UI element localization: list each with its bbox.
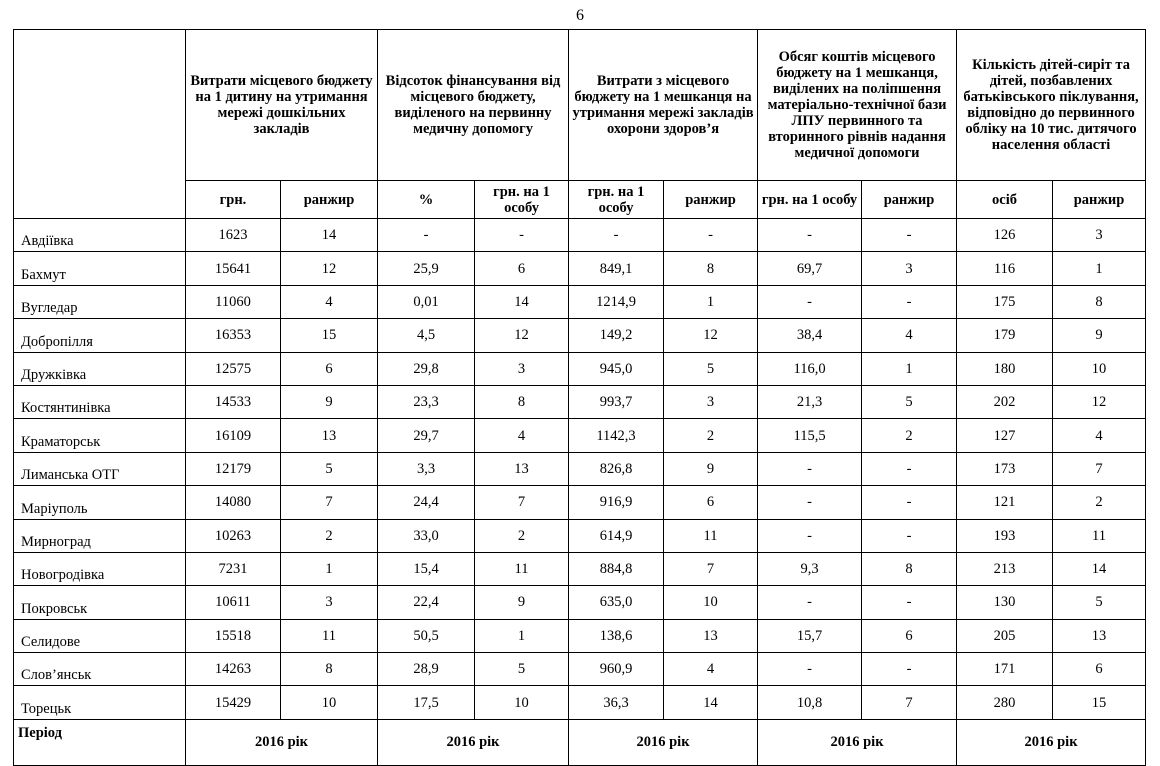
table-cell: 15 bbox=[281, 319, 378, 352]
column-header: Кількість дітей-сиріт та дітей, позбавлених батьківського піклування, відповідно до первинного обліку на 10 тис. дитячого населення області bbox=[957, 30, 1146, 181]
period-value: 2016 рік bbox=[758, 719, 957, 765]
table-cell: 14 bbox=[475, 285, 569, 318]
table-cell: 1623 bbox=[186, 219, 281, 252]
table-cell: 10611 bbox=[186, 586, 281, 619]
table-cell: 4 bbox=[1053, 419, 1146, 452]
table-cell: 9 bbox=[281, 385, 378, 418]
city-name: Костянтинівка bbox=[14, 385, 186, 418]
table-row bbox=[14, 586, 1146, 619]
table-cell: 4 bbox=[475, 419, 569, 452]
city-name: Мирноград bbox=[14, 519, 186, 552]
table-cell: - bbox=[758, 586, 862, 619]
table-cell: 3 bbox=[281, 586, 378, 619]
table-cell: 9,3 bbox=[758, 552, 862, 585]
table-cell: 138,6 bbox=[569, 619, 664, 652]
table-cell: 23,3 bbox=[378, 385, 475, 418]
table-row bbox=[14, 452, 1146, 485]
table-cell: 9 bbox=[475, 586, 569, 619]
table-cell: 36,3 bbox=[569, 686, 664, 719]
table-cell: 10,8 bbox=[758, 686, 862, 719]
table-cell: 10 bbox=[1053, 352, 1146, 385]
column-subheader: ранжир bbox=[1053, 181, 1146, 219]
period-row bbox=[14, 719, 1146, 765]
column-subheader: осіб bbox=[957, 181, 1053, 219]
column-header: Витрати з місцевого бюджету на 1 мешканця на утримання мережі закладів охорони здоров’я bbox=[569, 30, 758, 181]
table-cell: 116,0 bbox=[758, 352, 862, 385]
table-cell: 24,4 bbox=[378, 486, 475, 519]
table-cell: - bbox=[758, 219, 862, 252]
city-name: Торецьк bbox=[14, 686, 186, 719]
city-name: Дружківка bbox=[14, 352, 186, 385]
table-cell: 180 bbox=[957, 352, 1053, 385]
table-row bbox=[14, 486, 1146, 519]
column-subheader: грн. на 1 особу bbox=[758, 181, 862, 219]
table-cell: - bbox=[862, 452, 957, 485]
table-cell: 14080 bbox=[186, 486, 281, 519]
table-cell: 15429 bbox=[186, 686, 281, 719]
table-cell: 69,7 bbox=[758, 252, 862, 285]
table-cell: 2 bbox=[1053, 486, 1146, 519]
table-cell: 7 bbox=[664, 552, 758, 585]
table-cell: 849,1 bbox=[569, 252, 664, 285]
table-cell: 14 bbox=[664, 686, 758, 719]
table-cell: - bbox=[378, 219, 475, 252]
table-cell: 14 bbox=[1053, 552, 1146, 585]
table-row bbox=[14, 653, 1146, 686]
table-cell: 9 bbox=[664, 452, 758, 485]
column-subheader: грн. на 1 особу bbox=[475, 181, 569, 219]
column-subheader: ранжир bbox=[664, 181, 758, 219]
table-cell: 945,0 bbox=[569, 352, 664, 385]
table-cell: - bbox=[862, 586, 957, 619]
table-cell: 5 bbox=[281, 452, 378, 485]
city-name: Краматорськ bbox=[14, 419, 186, 452]
table-cell: - bbox=[569, 219, 664, 252]
table-cell: 11 bbox=[475, 552, 569, 585]
table-cell: 4 bbox=[862, 319, 957, 352]
table-cell: 2 bbox=[281, 519, 378, 552]
period-label: Період bbox=[14, 719, 186, 765]
table-row bbox=[14, 385, 1146, 418]
city-name: Новогродівка bbox=[14, 552, 186, 585]
table-cell: 13 bbox=[1053, 619, 1146, 652]
city-name: Бахмут bbox=[14, 252, 186, 285]
table-cell: 4 bbox=[281, 285, 378, 318]
table-cell: - bbox=[664, 219, 758, 252]
table-cell: 10263 bbox=[186, 519, 281, 552]
table-cell: 10 bbox=[664, 586, 758, 619]
table-cell: 193 bbox=[957, 519, 1053, 552]
table-cell: 960,9 bbox=[569, 653, 664, 686]
table-cell: 5 bbox=[664, 352, 758, 385]
table-cell: 10 bbox=[475, 686, 569, 719]
table-cell: 2 bbox=[475, 519, 569, 552]
table-cell: 4 bbox=[664, 653, 758, 686]
column-subheader: % bbox=[378, 181, 475, 219]
table-cell: 50,5 bbox=[378, 619, 475, 652]
header-row bbox=[14, 30, 1146, 181]
table-cell: - bbox=[862, 486, 957, 519]
table-row bbox=[14, 519, 1146, 552]
table-cell: - bbox=[758, 519, 862, 552]
table-cell: 33,0 bbox=[378, 519, 475, 552]
table-cell: - bbox=[862, 519, 957, 552]
table-cell: 6 bbox=[862, 619, 957, 652]
table-cell: 4,5 bbox=[378, 319, 475, 352]
column-header: Обсяг коштів місцевого бюджету на 1 мешканця, виділених на поліпшення матеріально-технічної бази ЛПУ первинного та вторинного рівнів надання медичної допомоги bbox=[758, 30, 957, 181]
table-cell: 12179 bbox=[186, 452, 281, 485]
table-cell: 1 bbox=[281, 552, 378, 585]
table-cell: 13 bbox=[281, 419, 378, 452]
table-row bbox=[14, 319, 1146, 352]
table-row bbox=[14, 419, 1146, 452]
city-name: Авдіївка bbox=[14, 219, 186, 252]
table-cell: 6 bbox=[475, 252, 569, 285]
header-corner bbox=[14, 30, 186, 219]
table-cell: 8 bbox=[664, 252, 758, 285]
city-name: Слов’янськ bbox=[14, 653, 186, 686]
table-cell: 13 bbox=[475, 452, 569, 485]
table-cell: 6 bbox=[1053, 653, 1146, 686]
table-cell: 11 bbox=[281, 619, 378, 652]
table-cell: 205 bbox=[957, 619, 1053, 652]
table-cell: - bbox=[862, 219, 957, 252]
table-cell: 12 bbox=[281, 252, 378, 285]
table-cell: 15,4 bbox=[378, 552, 475, 585]
budget-table bbox=[13, 29, 1146, 766]
table-cell: 15 bbox=[1053, 686, 1146, 719]
table-cell: 3 bbox=[664, 385, 758, 418]
table-cell: 5 bbox=[475, 653, 569, 686]
column-subheader: грн. на 1 особу bbox=[569, 181, 664, 219]
table-cell: 12 bbox=[664, 319, 758, 352]
city-name: Вугледар bbox=[14, 285, 186, 318]
table-cell: - bbox=[475, 219, 569, 252]
table-cell: 115,5 bbox=[758, 419, 862, 452]
table-cell: 38,4 bbox=[758, 319, 862, 352]
table-cell: - bbox=[758, 653, 862, 686]
table-cell: 7 bbox=[475, 486, 569, 519]
table-cell: 126 bbox=[957, 219, 1053, 252]
table-cell: 15,7 bbox=[758, 619, 862, 652]
table-cell: 13 bbox=[664, 619, 758, 652]
table-cell: 12 bbox=[475, 319, 569, 352]
city-name: Покровськ bbox=[14, 586, 186, 619]
table-cell: 11 bbox=[1053, 519, 1146, 552]
column-header: Витрати місцевого бюджету на 1 дитину на утримання мережі дошкільних закладів bbox=[186, 30, 378, 181]
table-cell: - bbox=[862, 285, 957, 318]
table-cell: 1 bbox=[475, 619, 569, 652]
table-cell: 8 bbox=[1053, 285, 1146, 318]
table-cell: 28,9 bbox=[378, 653, 475, 686]
table-cell: 7231 bbox=[186, 552, 281, 585]
period-value: 2016 рік bbox=[957, 719, 1146, 765]
table-cell: 3 bbox=[475, 352, 569, 385]
table-cell: 10 bbox=[281, 686, 378, 719]
city-name: Добропілля bbox=[14, 319, 186, 352]
table-cell: 25,9 bbox=[378, 252, 475, 285]
table-cell: 29,8 bbox=[378, 352, 475, 385]
table-cell: 175 bbox=[957, 285, 1053, 318]
table-cell: 3 bbox=[862, 252, 957, 285]
table-cell: 5 bbox=[862, 385, 957, 418]
table-body bbox=[14, 219, 1146, 720]
table-cell: 171 bbox=[957, 653, 1053, 686]
table-cell: 8 bbox=[862, 552, 957, 585]
city-name: Селидове bbox=[14, 619, 186, 652]
table-cell: 1 bbox=[1053, 252, 1146, 285]
table-cell: 121 bbox=[957, 486, 1053, 519]
table-cell: 5 bbox=[1053, 586, 1146, 619]
table-cell: 993,7 bbox=[569, 385, 664, 418]
column-subheader: ранжир bbox=[281, 181, 378, 219]
city-name: Лиманська ОТГ bbox=[14, 452, 186, 485]
table-cell: 884,8 bbox=[569, 552, 664, 585]
table-cell: 7 bbox=[1053, 452, 1146, 485]
table-cell: 127 bbox=[957, 419, 1053, 452]
table-cell: 826,8 bbox=[569, 452, 664, 485]
table-row bbox=[14, 252, 1146, 285]
period-value: 2016 рік bbox=[186, 719, 378, 765]
table-cell: 17,5 bbox=[378, 686, 475, 719]
table-cell: 16353 bbox=[186, 319, 281, 352]
column-header: Відсоток фінансування від місцевого бюджету, виділеного на первинну медичну допомогу bbox=[378, 30, 569, 181]
column-subheader: ранжир bbox=[862, 181, 957, 219]
table-cell: 14533 bbox=[186, 385, 281, 418]
table-cell: 6 bbox=[664, 486, 758, 519]
table-row bbox=[14, 219, 1146, 252]
table-cell: 14263 bbox=[186, 653, 281, 686]
table-cell: 12 bbox=[1053, 385, 1146, 418]
table-cell: 179 bbox=[957, 319, 1053, 352]
table-cell: 22,4 bbox=[378, 586, 475, 619]
table-cell: 29,7 bbox=[378, 419, 475, 452]
table-cell: 8 bbox=[281, 653, 378, 686]
table-cell: 15518 bbox=[186, 619, 281, 652]
table-cell: 635,0 bbox=[569, 586, 664, 619]
table-row bbox=[14, 285, 1146, 318]
table-cell: 1 bbox=[664, 285, 758, 318]
table-cell: 15641 bbox=[186, 252, 281, 285]
table-cell: 11060 bbox=[186, 285, 281, 318]
table-cell: - bbox=[862, 653, 957, 686]
table-cell: 8 bbox=[475, 385, 569, 418]
table-cell: - bbox=[758, 452, 862, 485]
table-row bbox=[14, 352, 1146, 385]
table-cell: 213 bbox=[957, 552, 1053, 585]
table-cell: 2 bbox=[862, 419, 957, 452]
table-cell: 916,9 bbox=[569, 486, 664, 519]
table-cell: 173 bbox=[957, 452, 1053, 485]
period-value: 2016 рік bbox=[378, 719, 569, 765]
table-cell: 130 bbox=[957, 586, 1053, 619]
table-cell: - bbox=[758, 285, 862, 318]
table-cell: 116 bbox=[957, 252, 1053, 285]
table-cell: 14 bbox=[281, 219, 378, 252]
table-cell: 7 bbox=[862, 686, 957, 719]
table-row bbox=[14, 686, 1146, 719]
table-cell: 2 bbox=[664, 419, 758, 452]
table-cell: 149,2 bbox=[569, 319, 664, 352]
table-cell: 3,3 bbox=[378, 452, 475, 485]
table-cell: 7 bbox=[281, 486, 378, 519]
table-cell: 1142,3 bbox=[569, 419, 664, 452]
table-cell: 280 bbox=[957, 686, 1053, 719]
column-subheader: грн. bbox=[186, 181, 281, 219]
table-cell: 12575 bbox=[186, 352, 281, 385]
table-cell: 202 bbox=[957, 385, 1053, 418]
table-cell: 6 bbox=[281, 352, 378, 385]
table-cell: 16109 bbox=[186, 419, 281, 452]
table-cell: 21,3 bbox=[758, 385, 862, 418]
table-row bbox=[14, 619, 1146, 652]
table-cell: 1 bbox=[862, 352, 957, 385]
table-cell: 614,9 bbox=[569, 519, 664, 552]
period-value: 2016 рік bbox=[569, 719, 758, 765]
table-cell: 1214,9 bbox=[569, 285, 664, 318]
city-name: Маріуполь bbox=[14, 486, 186, 519]
page-number: 6 bbox=[576, 7, 584, 24]
table-cell: 3 bbox=[1053, 219, 1146, 252]
table-cell: - bbox=[758, 486, 862, 519]
table-row bbox=[14, 552, 1146, 585]
table-cell: 9 bbox=[1053, 319, 1146, 352]
table-cell: 11 bbox=[664, 519, 758, 552]
table-cell: 0,01 bbox=[378, 285, 475, 318]
